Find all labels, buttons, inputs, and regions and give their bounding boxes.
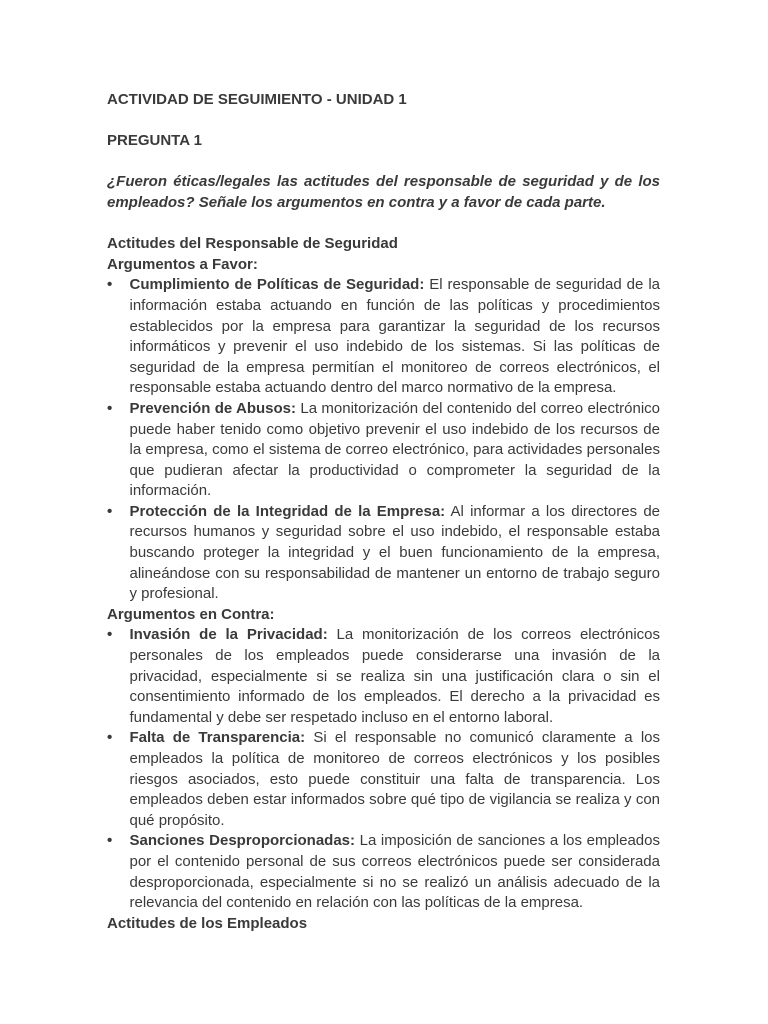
- item-text: Al informar a los directores de recursos humanos y seguridad sobre el uso indebido, el responsable estaba buscando proteger la integridad y el buen funcionamiento de la empresa, alineándose con su responsabilidad de mantener un entorno de trabajo seguro y profesional.: [129, 502, 661, 603]
- list-item: [107, 625, 660, 728]
- item-text: El responsable de seguridad de la información estaba actuando en función de las políticas y procedimientos establecidos por la empresa para garantizar la seguridad de los recursos informáticos y prevenir el uso indebido de los sistemas. Si las políticas de seguridad de la empresa permitían el monitoreo de correos electrónicos, el responsable estaba actuando dentro del marco normativo de la empresa.: [129, 276, 660, 397]
- bullet-icon: •: [107, 729, 113, 747]
- item-text: La monitorización del contenido del correo electrónico puede haber tenido como objetivo prevenir el uso indebido de los recursos de la empresa, como el sistema de correo electrónico, para actividades personales que pudieran afectar la productividad o comprometer la seguridad de la información.: [129, 399, 660, 500]
- section-title-employees: Actitudes de los Empleados: [107, 914, 308, 932]
- favor-arguments-title: Argumentos a Favor:: [107, 255, 258, 273]
- item-lead: Falta de Transparencia:: [129, 729, 306, 747]
- item-text: La imposición de sanciones a los empleados por el contenido personal de sus correos electrónicos puede ser considerada desproporcionada, especialmente si no se realizó un análisis adecuado de la relevancia del contenido en relación con las políticas de la empresa.: [129, 832, 660, 912]
- document-page: [107, 90, 660, 934]
- item-lead: Cumplimiento de Políticas de Seguridad:: [129, 276, 425, 294]
- section-title-security-officer: Actitudes del Responsable de Seguridad: [107, 235, 398, 253]
- item-lead: Invasión de la Privacidad:: [129, 626, 328, 644]
- list-item: [107, 399, 660, 502]
- item-text: La monitorización de los correos electrónicos personales de los empleados puede considerarse una invasión de la privacidad, especialmente si se realiza sin una justificación clara o sin el consentimiento informado de los empleados. El derecho a la privacidad es fundamental y debe ser respetado incluso en el entorno laboral.: [129, 626, 660, 726]
- list-item: [107, 502, 660, 605]
- item-lead: Prevención de Abusos:: [129, 399, 297, 417]
- favor-arguments-list: [107, 275, 660, 605]
- bullet-icon: •: [107, 626, 113, 644]
- list-item: [107, 831, 660, 913]
- question-text: ¿Fueron éticas/legales las actitudes del responsable de seguridad y de los empleados? Señale los argumentos en contra y a favor de cada parte.: [107, 173, 660, 211]
- contra-arguments-list: [107, 625, 660, 913]
- bullet-icon: •: [107, 399, 113, 417]
- item-lead: Sanciones Desproporcionadas:: [129, 832, 356, 850]
- contra-arguments-title: Argumentos en Contra:: [107, 605, 275, 623]
- bullet-icon: •: [107, 832, 113, 850]
- list-item: [107, 728, 660, 831]
- item-text: Si el responsable no comunicó claramente a los empleados la política de monitoreo de correos electrónicos y los posibles riesgos asociados, esto puede constituir una falta de transparencia. Los empleados deben estar informados sobre qué tipo de vigilancia se realiza y con qué propósito.: [129, 729, 660, 829]
- item-lead: Protección de la Integridad de la Empresa:: [129, 502, 446, 520]
- bullet-icon: •: [107, 502, 113, 520]
- list-item: [107, 275, 660, 399]
- bullet-icon: •: [107, 276, 113, 294]
- question-label: PREGUNTA 1: [107, 132, 203, 150]
- document-title: ACTIVIDAD DE SEGUIMIENTO - UNIDAD 1: [107, 91, 407, 108]
